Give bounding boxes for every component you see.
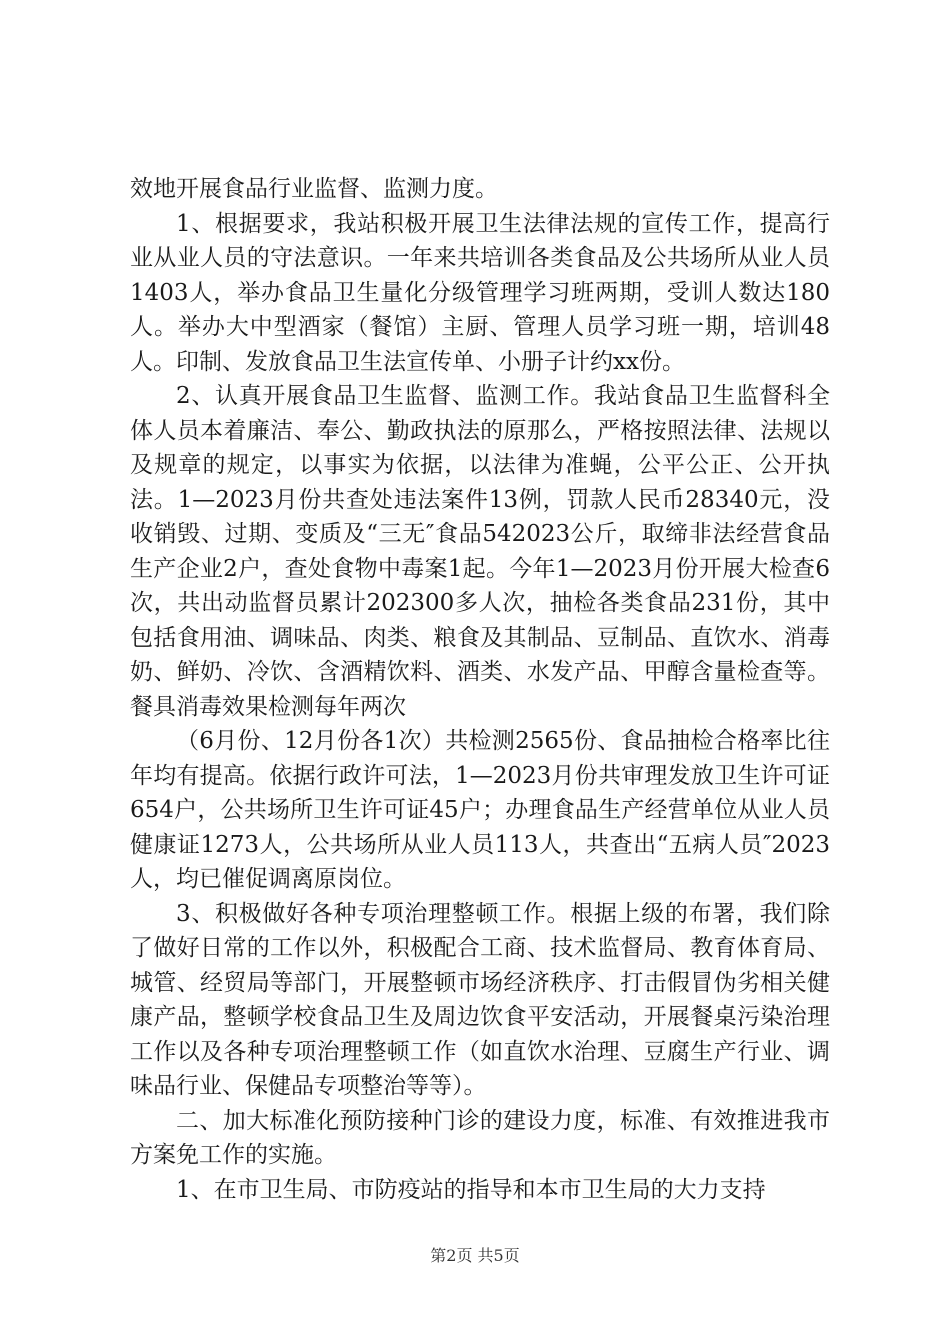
paragraph-continuation: 效地开展食品行业监督、监测力度。	[130, 176, 498, 202]
page-footer: 第2页 共5页	[430, 1246, 520, 1265]
paragraph-inspection-results: （6月份、12月份各1次）共检测2565份、食品抽检合格率比往年均有提高。依据行政许可法，1—2023月份共审理发放卫生许可证654户，公共场所卫生许可证45户；办理食品生产经营单位从业人员健康证1273人，公共场所从业人员113人，共查出“五病人员″2023人，均已催促调离原岗位。	[130, 728, 830, 892]
paragraph-section-two-heading: 二、加大标准化预防接种门诊的建设力度，标准、有效推进我市方案免工作的实施。	[130, 1107, 830, 1168]
paragraph-publicity-work: 1、根据要求，我站积极开展卫生法律法规的宣传工作，提高行业从业人员的守法意识。一年来共培训各类食品及公共场所从业人员1403人，举办食品卫生量化分级管理学习班两期，受训人数达180人。举办大中型酒家（餐馆）主厨、管理人员学习班一期，培训48人。印制、发放食品卫生法宣传单、小册子计约xx份。	[130, 210, 830, 375]
paragraph-supervision-work: 2、认真开展食品卫生监督、监测工作。我站食品卫生监督科全体人员本着廉洁、奉公、勤政执法的原那么，严格按照法律、法规以及规章的规定，以事实为依据，以法律为准蝇，公平公正、公开执法。1—2023月份共查处违法案件13例，罚款人民币28340元，没收销毁、过期、变质及“三无″食品542023公斤，取缔非法经营食品生产企业2户，查处食物中毒案1起。今年1—2023月份开展大检查6次，共出动监督员累计202300多人次，抽检各类食品231份，其中包括食用油、调味品、肉类、粮食及其制品、豆制品、直饮水、消毒奶、鲜奶、冷饮、含酒精饮料、酒类、水发产品、甲醇含量检查等。餐具消毒效果检测每年两次	[130, 383, 830, 720]
document-body	[130, 172, 830, 1207]
paragraph-special-rectification: 3、积极做好各种专项治理整顿工作。根据上级的布署，我们除了做好日常的工作以外，积极配合工商、技术监督局、教育体育局、城管、经贸局等部门，开展整顿市场经济秩序、打击假冒伪劣相关健康产品，整顿学校食品卫生及周边饮食平安活动，开展餐桌污染治理工作以及各种专项治理整顿工作（如直饮水治理、豆腐生产行业、调味品行业、保健品专项整治等等）。	[130, 900, 830, 1099]
paragraph-section-two-item-one: 1、在市卫生局、市防疫站的指导和本市卫生局的大力支持	[176, 1176, 766, 1203]
